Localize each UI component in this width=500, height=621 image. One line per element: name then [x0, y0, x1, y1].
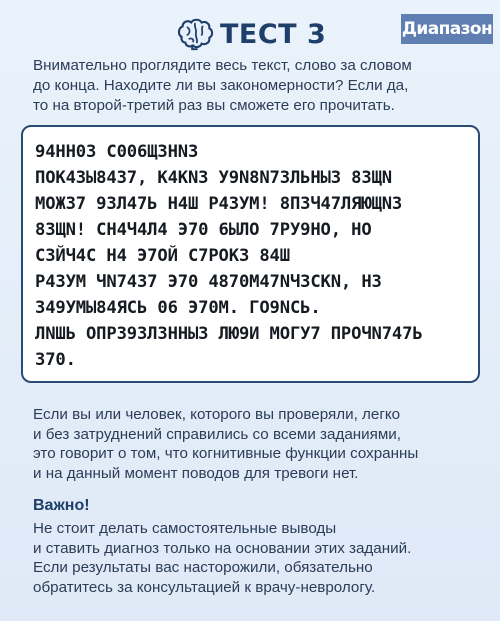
page-title: ТЕСТ 3 [220, 18, 327, 50]
intro-line: до конца. Находите ли вы закономерности? Если да, [33, 77, 409, 94]
important-heading: Важно! [33, 497, 90, 514]
title-group [176, 14, 326, 54]
cipher-line: МОЖ37 93Л47Ь Н4Ш Р43УМ! 8П3Ч47ЛЯЮЩN3 [35, 194, 403, 214]
cipher-line: 94НН03 С006ЩЗНN3 [35, 142, 199, 162]
result-line: Если вы или человек, которого вы проверяли, легко [33, 406, 401, 423]
intro-text [33, 56, 473, 116]
result-line: и на данный момент поводов для тревоги нет. [33, 464, 359, 482]
brain-icon [176, 17, 214, 51]
intro-line: то на второй-третий раз вы сможете его прочитать. [33, 97, 395, 114]
cipher-text-box [21, 125, 480, 383]
cipher-line: 349УМЫ84ЯСЬ 06 Э70М. ГО9NСЬ. [35, 298, 321, 318]
cipher-line: Р43УМ ЧN7437 Э70 4870М47NЧ3СКN, НЗ [35, 272, 382, 292]
warning-text [33, 519, 478, 597]
warning-line: Не стоит делать самостоятельные выводы [33, 520, 337, 537]
cipher-line: ЛNШЬ ОПР393Л3ННЫ3 ЛЮ9И МОГУ7 ПРОЧN747Ь [35, 324, 423, 344]
result-line: это говорит о том, что когнитивные функции сохранны [33, 445, 419, 462]
brand-logo: Диапазон [401, 14, 493, 44]
warning-line: Если результаты вас насторожили, обязательно [33, 559, 373, 576]
intro-line: Внимательно проглядите весь текст, слово за словом [33, 57, 412, 74]
cipher-line: СЗЙЧ4С Н4 Э7ОЙ С7РОКЗ 84Ш [35, 246, 290, 266]
result-line: и без затруднений справились со всеми заданиями, [33, 425, 401, 443]
cipher-line: 370. [35, 350, 76, 370]
warning-line: и ставить диагноз только на основании этих заданий. [33, 539, 412, 557]
result-text [33, 405, 478, 483]
warning-line: обратитесь за консультацией к врачу-неврологу. [33, 578, 376, 596]
header [0, 14, 500, 54]
cipher-line: ПОК43Ы8437, К4KN3 У9N8N73ЛЬНЫ3 83ЩN [35, 168, 392, 188]
cipher-line: 83ЩN! СН4Ч4Л4 Э70 6ЫЛО 7РУ9НО, НО [35, 220, 372, 240]
